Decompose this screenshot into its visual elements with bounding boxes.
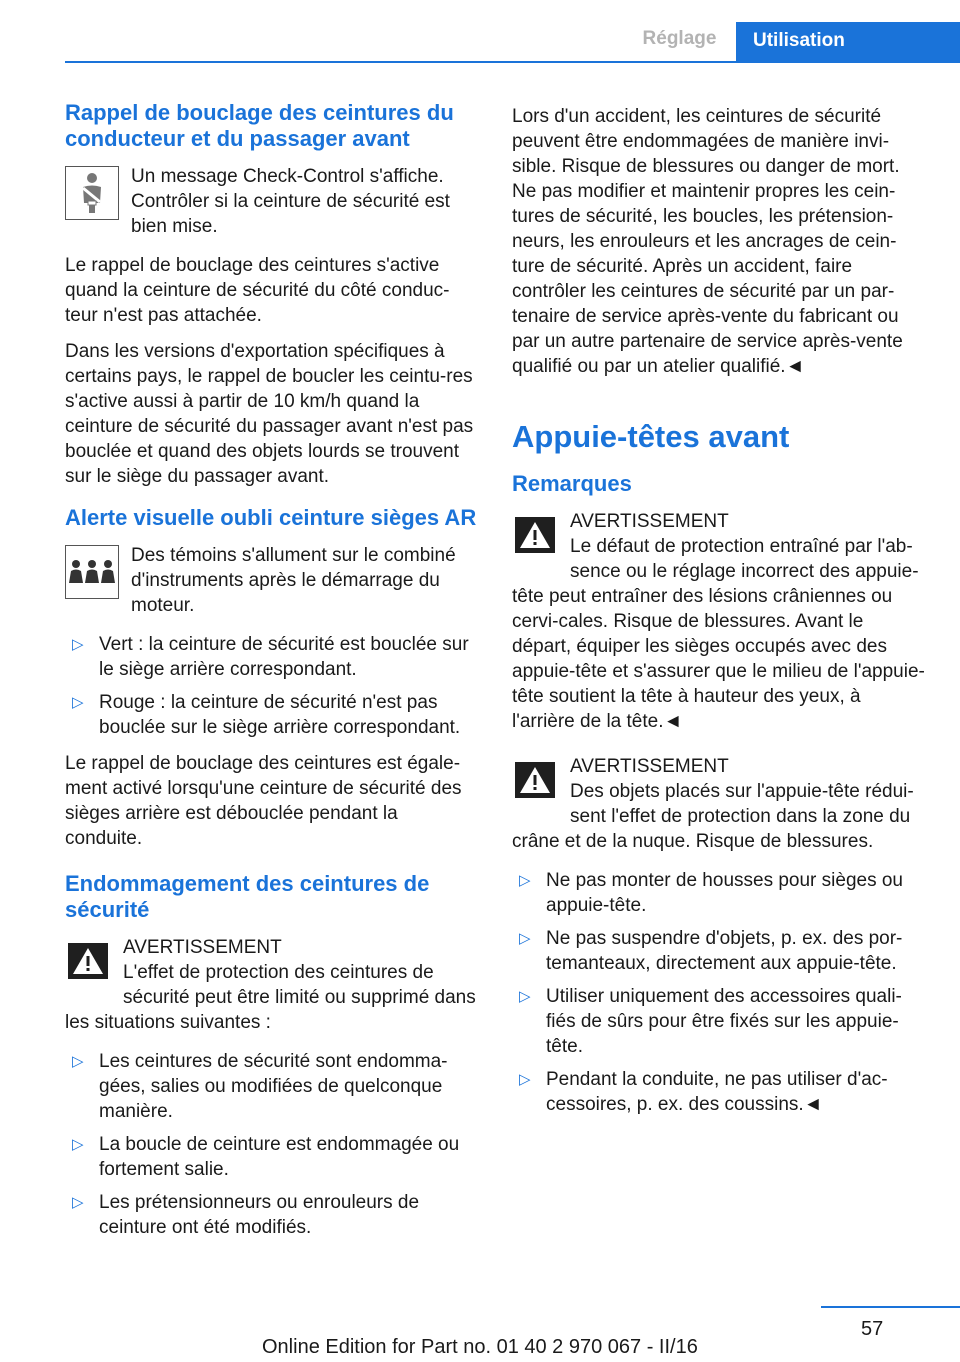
bullet-triangle-icon: ▷ bbox=[72, 1194, 84, 1211]
paragraph-seatbelt-active: Le rappel de bouclage des ceintures s'active quand la ceinture de sécurité du côté conduc-teur n'est pas attachée. bbox=[65, 255, 450, 326]
heading-front-headrests: Appuie-têtes avant bbox=[512, 419, 790, 454]
bullet-triangle-icon: ▷ bbox=[519, 1071, 531, 1088]
seatbelt-message-text: Un message Check-Control s'affiche. Contrôler si la ceinture de sécurité est bien mise. bbox=[131, 166, 450, 237]
bullet-triangle-icon: ▷ bbox=[519, 930, 531, 947]
seatbelt-warning-icon bbox=[65, 166, 119, 220]
footer-rule bbox=[821, 1306, 960, 1308]
paragraph-after-accident: Lors d'un accident, les ceintures de sécurité peuvent être endommagées de manière invi-sible. Risque de blessures ou danger de mort. Ne pas modifier et maintenir propres les cein-tures de sécurité, les boucles, les prétension-neurs, les enrouleurs et les ancrages de cein-ture de sécurité. Après un accident, faire contrôler les ceintures de sécurité par un par-tenaire de service après-vente du fabricant ou par un autre partenaire de service après-vente qualifié ou par un atelier qualifié.◄ bbox=[512, 106, 903, 377]
bullet-triangle-icon: ▷ bbox=[72, 1136, 84, 1153]
seatbelt-message-block bbox=[65, 164, 479, 239]
list-item: ▷ Les ceintures de sécurité sont endomma-gées, salies ou modifiées de quelconque manière. bbox=[72, 1051, 448, 1122]
rear-belt-indicator-block bbox=[65, 543, 479, 618]
warning-belt-damage bbox=[65, 935, 479, 1035]
warning-text: Des objets placés sur l'appuie-tête rédui-sent l'effet de protection dans la zone du crâne et de la nuque. Risque de blessures. bbox=[512, 781, 914, 852]
bullet-triangle-icon: ▷ bbox=[519, 872, 531, 889]
bullet-triangle-icon: ▷ bbox=[72, 636, 84, 653]
list-item: ▷ Ne pas monter de housses pour sièges ou appuie-tête. bbox=[519, 870, 903, 916]
right-column bbox=[512, 104, 926, 1128]
warning-title: AVERTISSEMENT bbox=[123, 937, 282, 958]
bullet-triangle-icon: ▷ bbox=[519, 988, 531, 1005]
warning-title: AVERTISSEMENT bbox=[570, 511, 729, 532]
list-item: ▷ Vert : la ceinture de sécurité est bouclée sur le siège arrière correspondant. bbox=[72, 634, 469, 680]
bullet-triangle-icon: ▷ bbox=[72, 1053, 84, 1070]
paragraph-rear-unbuckled: Le rappel de bouclage des ceintures est égale-ment activé lorsqu'une ceinture de sécurité des sièges arrière est débouclée pendant la conduite. bbox=[65, 753, 462, 849]
warning-headrest-missing bbox=[512, 509, 926, 734]
list-item: ▷ La boucle de ceinture est endommagée ou fortement salie. bbox=[72, 1134, 460, 1180]
header-rule bbox=[65, 61, 960, 63]
rear-belt-indicator-text: Des témoins s'allument sur le combiné d'instruments après le démarrage du moteur. bbox=[131, 545, 456, 616]
list-item: ▷ Ne pas suspendre d'objets, p. ex. des por-temanteaux, directement aux appuie-tête. bbox=[519, 928, 903, 974]
left-column bbox=[65, 100, 479, 1251]
warning-text: Le défaut de protection entraîné par l'ab-sence ou le réglage incorrect des appuie-tête peut entraîner des lésions crâniennes ou cervi-cales. Risque de blessures. Avant le départ, équiper les sièges occupés avec des appuie-tête et s'assurer que le milieu de l'appuie-tête soutient la tête à hauteur des yeux, à l'arrière de la tête.◄ bbox=[512, 536, 925, 732]
paragraph-export-versions: Dans les versions d'exportation spécifiques à certains pays, le rappel de boucler les ceintu-res s'active aussi à partir de 10 km/h quand la ceinture de sécurité du passager avant n'est pas bouclée et quand des objets lourds se trouvent sur le siège du passager avant. bbox=[65, 341, 474, 487]
list-item: ▷ Les prétensionneurs ou enrouleurs de ceinture ont été modifiés. bbox=[72, 1192, 420, 1238]
belt-damage-list bbox=[65, 1049, 479, 1240]
warning-title: AVERTISSEMENT bbox=[570, 756, 729, 777]
list-item: ▷ Rouge : la ceinture de sécurité n'est pas bouclée sur le siège arrière correspondant. bbox=[72, 692, 461, 738]
heading-belt-damage: Endommagement des ceintures de sécurité bbox=[65, 871, 430, 922]
header-tab-utilisation-label: Utilisation bbox=[753, 30, 845, 51]
heading-rear-belt-alert: Alerte visuelle oubli ceinture sièges AR bbox=[65, 505, 477, 530]
page-number: 57 bbox=[861, 1318, 884, 1340]
bullet-triangle-icon: ▷ bbox=[72, 694, 84, 711]
warning-objects-on-headrest bbox=[512, 754, 926, 854]
footer-edition-text: Online Edition for Part no. 01 40 2 970 067 - II/16 bbox=[262, 1336, 698, 1358]
header-tab-utilisation[interactable] bbox=[736, 22, 960, 63]
rear-seats-occupants-icon bbox=[65, 545, 119, 599]
list-item: ▷ Utiliser uniquement des accessoires quali-fiés de sûrs pour être fixés sur les appuie-tête. bbox=[519, 986, 902, 1057]
warning-triangle-icon bbox=[512, 511, 558, 563]
header-tab-reglage[interactable]: Réglage bbox=[642, 28, 717, 49]
warning-triangle-icon bbox=[65, 937, 111, 989]
heading-seatbelt-reminder: Rappel de bouclage des ceintures du conducteur et du passager avant bbox=[65, 100, 454, 151]
heading-remarks: Remarques bbox=[512, 471, 632, 496]
warning-triangle-icon bbox=[512, 756, 558, 808]
list-item: ▷ Pendant la conduite, ne pas utiliser d'ac-cessoires, p. ex. des coussins.◄ bbox=[519, 1069, 888, 1115]
headrest-precautions-list bbox=[512, 868, 926, 1117]
rear-belt-status-list bbox=[65, 632, 479, 740]
warning-text: L'effet de protection des ceintures de sécurité peut être limité ou supprimé dans les situations suivantes : bbox=[65, 962, 476, 1033]
